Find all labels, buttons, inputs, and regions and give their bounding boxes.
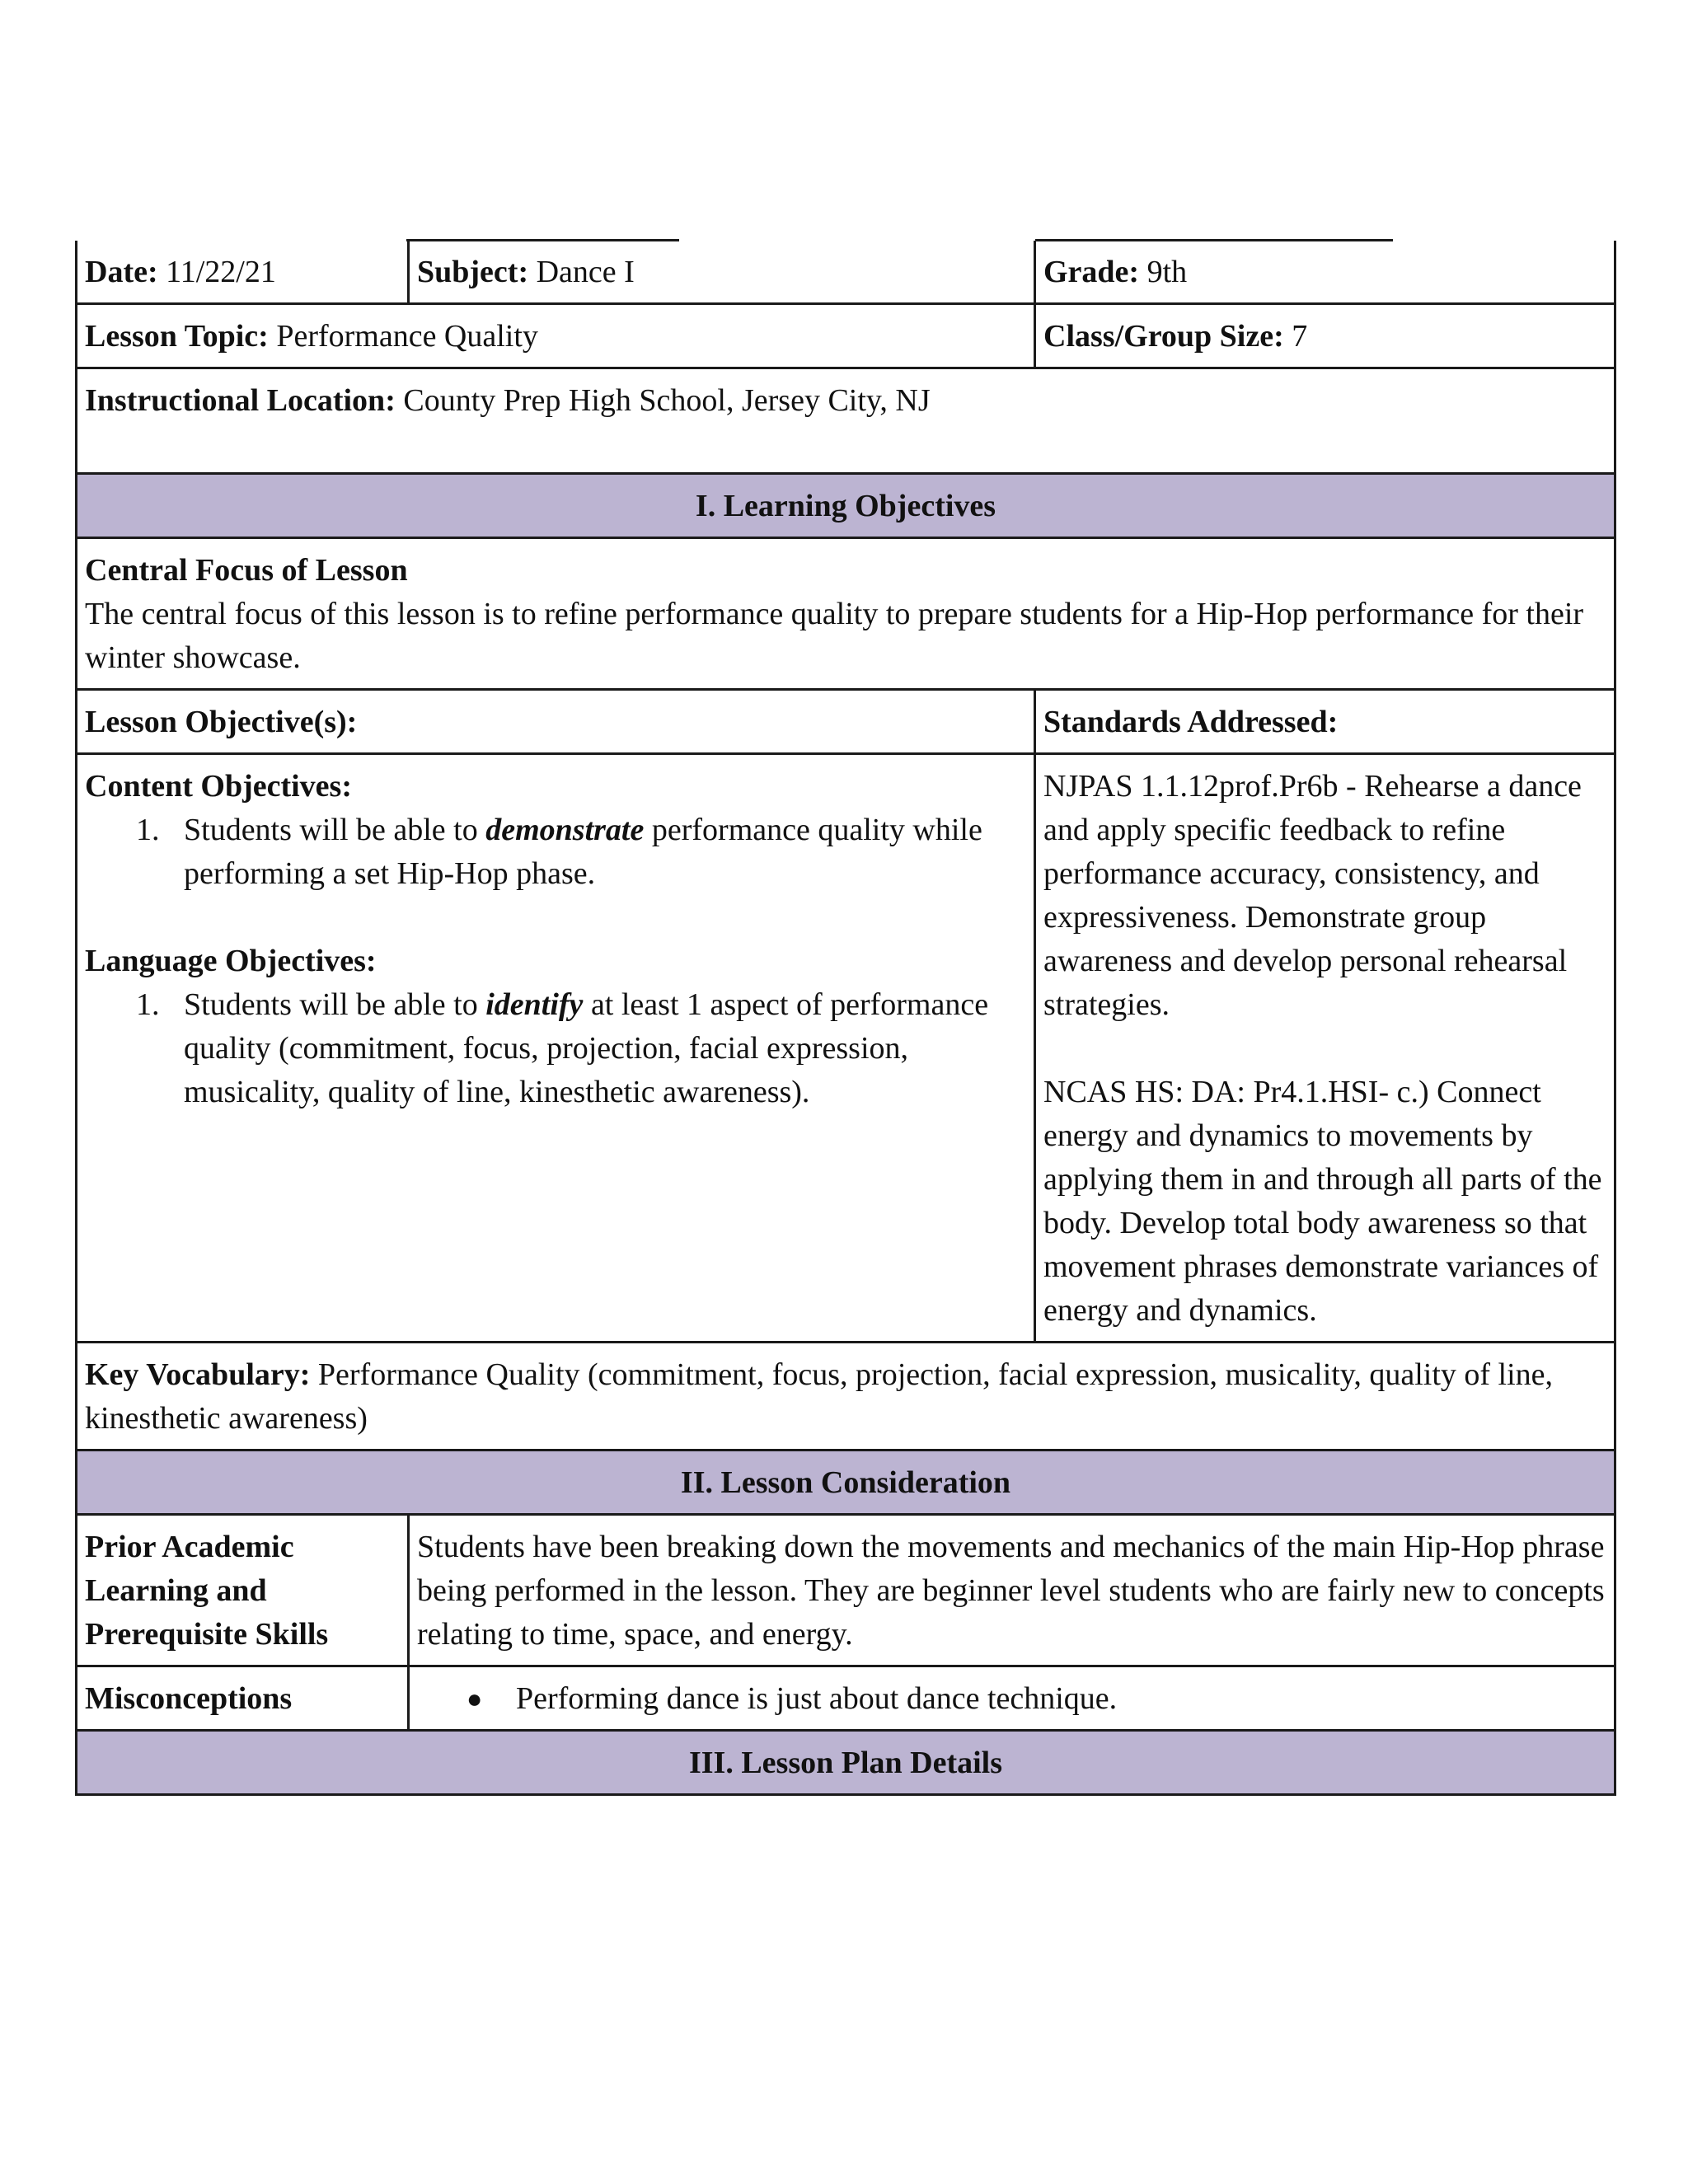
list-item [136, 983, 1026, 1114]
section-heading: III. Lesson Plan Details [77, 1731, 1615, 1795]
misconception-text: Performing dance is just about dance technique. [516, 1681, 1118, 1716]
misconceptions-row [77, 1666, 1615, 1731]
date-label: Date: [85, 255, 158, 289]
list-number: 1. [136, 987, 160, 1022]
grade-cell [1035, 241, 1615, 304]
section-learning-objectives [77, 474, 1615, 538]
vocabulary-cell [77, 1343, 1615, 1451]
location-value: County Prep High School, Jersey City, NJ [403, 383, 931, 418]
objectives-header-row [77, 690, 1615, 754]
date-value: 11/22/21 [166, 255, 276, 289]
grade-label: Grade: [1043, 255, 1140, 289]
grade-value: 9th [1146, 255, 1188, 289]
subject-cell [409, 241, 1035, 304]
section-lesson-plan-details [77, 1731, 1615, 1795]
vocabulary-text: Performance Quality (commitment, focus, projection, facial expression, musicality, quality of line, kinesthetic awareness) [85, 1357, 1554, 1436]
language-objectives-title: Language Objectives: [85, 944, 377, 978]
misconceptions-list [417, 1677, 1606, 1721]
topic-cell [77, 304, 1035, 368]
subject-label: Subject: [417, 255, 529, 289]
central-focus-row [77, 538, 1615, 690]
vocabulary-label: Key Vocabulary: [85, 1357, 311, 1392]
prior-learning-label: Prior Academic Learning and Prerequisite Skills [77, 1515, 409, 1666]
prior-learning-row [77, 1515, 1615, 1666]
misconceptions-cell [409, 1666, 1615, 1731]
header-row-1 [77, 241, 1615, 304]
standard-njpas: NJPAS 1.1.12prof.Pr6b - Rehearse a dance and apply specific feedback to refine performance accuracy, consistency, and expressiveness. Demonstrate group awareness and develop personal rehearsal strategies. [1043, 769, 1582, 1022]
lesson-objectives-label: Lesson Objective(s): [77, 690, 1035, 754]
central-focus-title: Central Focus of Lesson [85, 553, 408, 588]
prior-learning-text: Students have been breaking down the movements and mechanics of the main Hip-Hop phrase being performed in the lesson. They are beginner level students who are fairly new to concepts relating to time, space, and energy. [409, 1515, 1615, 1666]
objectives-row [77, 754, 1615, 1343]
list-number: 1. [136, 813, 160, 847]
lesson-plan-table [75, 241, 1616, 1796]
standards-label: Standards Addressed: [1035, 690, 1615, 754]
objective-text: at least 1 aspect of performance quality (commitment, focus, projection, facial expression, musicality, quality of line, kinesthetic awareness). [184, 987, 989, 1109]
misconceptions-label: Misconceptions [77, 1666, 409, 1731]
standard-ncas: NCAS HS: DA: Pr4.1.HSI- c.) Connect energy and dynamics to movements by applying them in and through all parts of the body. Develop total body awareness so that movement phrases demonstrate variances of energy and dynamics. [1043, 1075, 1602, 1328]
header-row-2 [77, 304, 1615, 368]
location-row [77, 368, 1615, 474]
section-heading: II. Lesson Consideration [77, 1451, 1615, 1515]
content-objectives-title: Content Objectives: [85, 769, 352, 804]
central-focus-cell [77, 538, 1615, 690]
topic-value: Performance Quality [276, 319, 538, 354]
central-focus-text: The central focus of this lesson is to refine performance quality to prepare students for a Hip-Hop performance for their winter showcase. [85, 597, 1584, 675]
group-size-cell [1035, 304, 1615, 368]
bullet-icon: ● [467, 1684, 483, 1713]
date-cell [77, 241, 409, 304]
language-objectives-list [85, 983, 1026, 1114]
topic-label: Lesson Topic: [85, 319, 269, 354]
subject-value: Dance I [536, 255, 635, 289]
section-lesson-consideration [77, 1451, 1615, 1515]
list-item [136, 808, 1026, 896]
section-heading: I. Learning Objectives [77, 474, 1615, 538]
vocabulary-row [77, 1343, 1615, 1451]
location-cell [77, 368, 1615, 474]
content-objectives-list [85, 808, 1026, 896]
objective-verb: demonstrate [485, 813, 645, 847]
objectives-cell [77, 754, 1035, 1343]
objective-text: performance quality while performing a set Hip-Hop phase. [184, 813, 982, 891]
group-size-value: 7 [1292, 319, 1308, 354]
objective-text: Students will be able to [184, 987, 486, 1022]
location-label: Instructional Location: [85, 383, 396, 418]
standards-cell [1035, 754, 1615, 1343]
list-item [467, 1677, 1606, 1721]
objective-text: Students will be able to [184, 813, 486, 847]
objective-verb: identify [485, 987, 584, 1022]
group-size-label: Class/Group Size: [1043, 319, 1284, 354]
